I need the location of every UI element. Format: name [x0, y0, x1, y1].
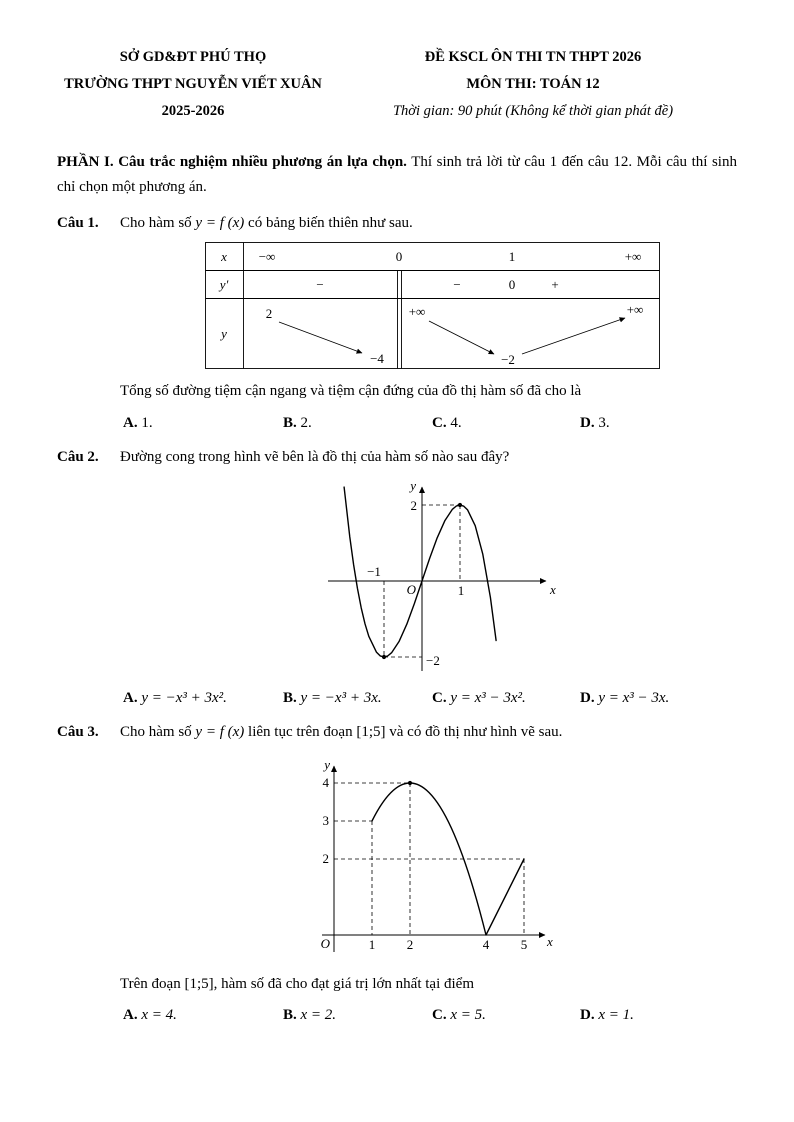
- question-2-stem: Đường cong trong hình vẽ bên là đồ thị của hàm số nào sau đây?: [120, 449, 510, 466]
- x-tick-2: 2: [406, 936, 414, 952]
- option-D: [580, 1004, 737, 1027]
- option-letter: C.: [432, 689, 447, 706]
- variation-table-figure: [205, 242, 737, 369]
- option-B: [283, 1004, 432, 1027]
- option-C: [432, 1004, 580, 1027]
- option-value: y = x³ − 3x².: [450, 689, 526, 706]
- option-A: [123, 1004, 283, 1027]
- option-value: x = 5.: [450, 1007, 486, 1024]
- exam-title-block: [329, 44, 737, 124]
- y-prime-sign: +: [551, 277, 559, 293]
- option-D: [580, 687, 737, 710]
- y-tick-neg2: −2: [426, 652, 440, 668]
- y-value: +∞: [626, 302, 644, 318]
- stem-text: và có đồ thị như hình vẽ sau.: [385, 724, 563, 741]
- option-value: y = x³ − 3x.: [598, 689, 670, 706]
- question-3-stem: [120, 721, 737, 744]
- option-letter: B.: [283, 689, 297, 706]
- stem-text: liên tục trên đoạn: [244, 724, 357, 741]
- option-letter: B.: [283, 414, 297, 431]
- function-graph: [289, 750, 559, 962]
- origin-label: O: [406, 581, 416, 597]
- x-value: 1: [508, 249, 516, 265]
- q2-graph-figure: [310, 473, 737, 678]
- department-name: SỞ GD&ĐT PHÚ THỌ: [119, 49, 267, 65]
- x-value: −∞: [258, 249, 276, 265]
- option-letter: D.: [580, 1007, 595, 1024]
- y-value: −2: [501, 352, 515, 368]
- stem-text: Cho hàm số: [120, 724, 196, 741]
- option-value: 2.: [300, 414, 312, 431]
- question-1-followup: Tổng số đường tiệm cận ngang và tiệm cận đứng của đồ thị hàm số đã cho là: [120, 383, 582, 400]
- row-y: [219, 302, 643, 367]
- stem-text: Cho hàm số: [120, 214, 196, 231]
- stem-math: y = f (x): [195, 214, 245, 231]
- followup-text: , hàm số đã cho đạt giá trị lớn nhất tại điểm: [213, 975, 474, 992]
- graph-labels: [321, 757, 553, 952]
- school-year: 2025-2026: [161, 102, 225, 119]
- option-D: [580, 412, 737, 435]
- exam-title: ĐỀ KSCL ÔN THI TN THPT 2026: [424, 49, 642, 65]
- x-value: +∞: [624, 249, 642, 265]
- question-2: [57, 446, 737, 709]
- cubic-graph: [310, 473, 560, 678]
- y-prime-sign: −: [316, 277, 324, 293]
- option-C: [432, 412, 580, 435]
- y-value: −4: [370, 351, 384, 367]
- maximum-point: [408, 781, 412, 785]
- option-letter: A.: [123, 414, 138, 431]
- decreasing-arrow: [429, 321, 494, 354]
- question-3-followup: [120, 973, 737, 996]
- y-tick-2: 2: [322, 850, 329, 866]
- document-header: [57, 44, 737, 124]
- exam-duration: Thời gian: 90 phút (Không kể thời gian phát đề): [392, 102, 674, 119]
- part1-instructions: Thí sinh trả lời từ câu 1 đến câu 12. Mỗi câu thí sinh chỉ chọn một phương án.: [57, 154, 737, 196]
- variation-table: [205, 242, 660, 369]
- y-prime-row-label: y′: [219, 277, 229, 293]
- x-axis-label: x: [550, 581, 556, 597]
- option-B: [283, 412, 432, 435]
- followup-text: Trên đoạn: [120, 975, 185, 992]
- x-tick-1: 1: [457, 582, 465, 598]
- followup-math-interval: [1;5]: [184, 975, 214, 992]
- stem-text: có bảng biến thiên như sau.: [244, 214, 413, 231]
- decreasing-arrow: [279, 322, 362, 353]
- question-1-stem: [120, 212, 737, 235]
- school-block: [57, 44, 329, 124]
- y-prime-sign: 0: [508, 277, 516, 293]
- question-3: [57, 721, 737, 1027]
- option-letter: B.: [283, 1007, 297, 1024]
- y-value: 2: [265, 306, 273, 322]
- x-row-label: x: [221, 249, 227, 265]
- question-2-label: Câu 2.: [57, 449, 99, 466]
- option-value: x = 1.: [598, 1007, 634, 1024]
- graph-labels: [367, 478, 556, 668]
- option-value: 4.: [450, 414, 462, 431]
- option-letter: A.: [123, 689, 138, 706]
- y-prime-sign: −: [453, 277, 461, 293]
- part1-heading: PHẦN I. Câu trắc nghiệm nhiều phương án lựa chọn.: [57, 154, 407, 171]
- question-3-label: Câu 3.: [57, 724, 99, 741]
- question-3-options: [123, 1004, 737, 1027]
- x-value: 0: [395, 249, 403, 265]
- x-axis-label: x: [547, 933, 553, 949]
- option-letter: C.: [432, 1007, 447, 1024]
- y-tick-2: 2: [410, 497, 417, 513]
- local-min-point: [382, 655, 386, 659]
- y-axis-label: y: [410, 477, 416, 493]
- option-value: y = −x³ + 3x.: [300, 689, 382, 706]
- part1-intro: [57, 150, 737, 200]
- row-x: [220, 249, 641, 264]
- guide-dashes: [334, 783, 524, 935]
- origin-label: O: [320, 935, 330, 951]
- y-value: +∞: [408, 304, 426, 320]
- row-y-prime: [218, 277, 559, 292]
- option-letter: A.: [123, 1007, 138, 1024]
- question-1-label: Câu 1.: [57, 214, 99, 231]
- question-1-options: [123, 412, 737, 435]
- stem-math: y = f (x): [195, 724, 245, 741]
- option-value: x = 4.: [141, 1007, 177, 1024]
- stem-math-interval: [1;5]: [356, 724, 386, 741]
- local-max-point: [458, 503, 462, 507]
- y-row-label: y: [221, 326, 227, 342]
- option-letter: D.: [580, 689, 595, 706]
- school-name: TRƯỜNG THPT NGUYỄN VIẾT XUÂN: [64, 75, 322, 92]
- y-tick-4: 4: [322, 774, 329, 790]
- y-axis-label: y: [324, 756, 330, 772]
- option-C: [432, 687, 580, 710]
- x-tick-5: 5: [520, 936, 528, 952]
- question-1: [57, 212, 737, 435]
- question-2-options: [123, 687, 737, 710]
- option-value: 3.: [598, 414, 610, 431]
- option-A: [123, 412, 283, 435]
- option-value: 1.: [141, 414, 153, 431]
- y-tick-3: 3: [322, 812, 329, 828]
- increasing-arrow: [522, 318, 625, 354]
- option-letter: D.: [580, 414, 595, 431]
- x-tick-4: 4: [482, 936, 490, 952]
- option-value: y = −x³ + 3x².: [141, 689, 227, 706]
- option-value: x = 2.: [300, 1007, 337, 1024]
- option-letter: C.: [432, 414, 447, 431]
- x-tick-1: 1: [368, 936, 376, 952]
- option-B: [283, 687, 432, 710]
- exam-subject: MÔN THI: TOÁN 12: [466, 75, 600, 92]
- q3-graph-figure: [289, 750, 737, 962]
- x-tick-neg1: −1: [367, 563, 381, 579]
- option-A: [123, 687, 283, 710]
